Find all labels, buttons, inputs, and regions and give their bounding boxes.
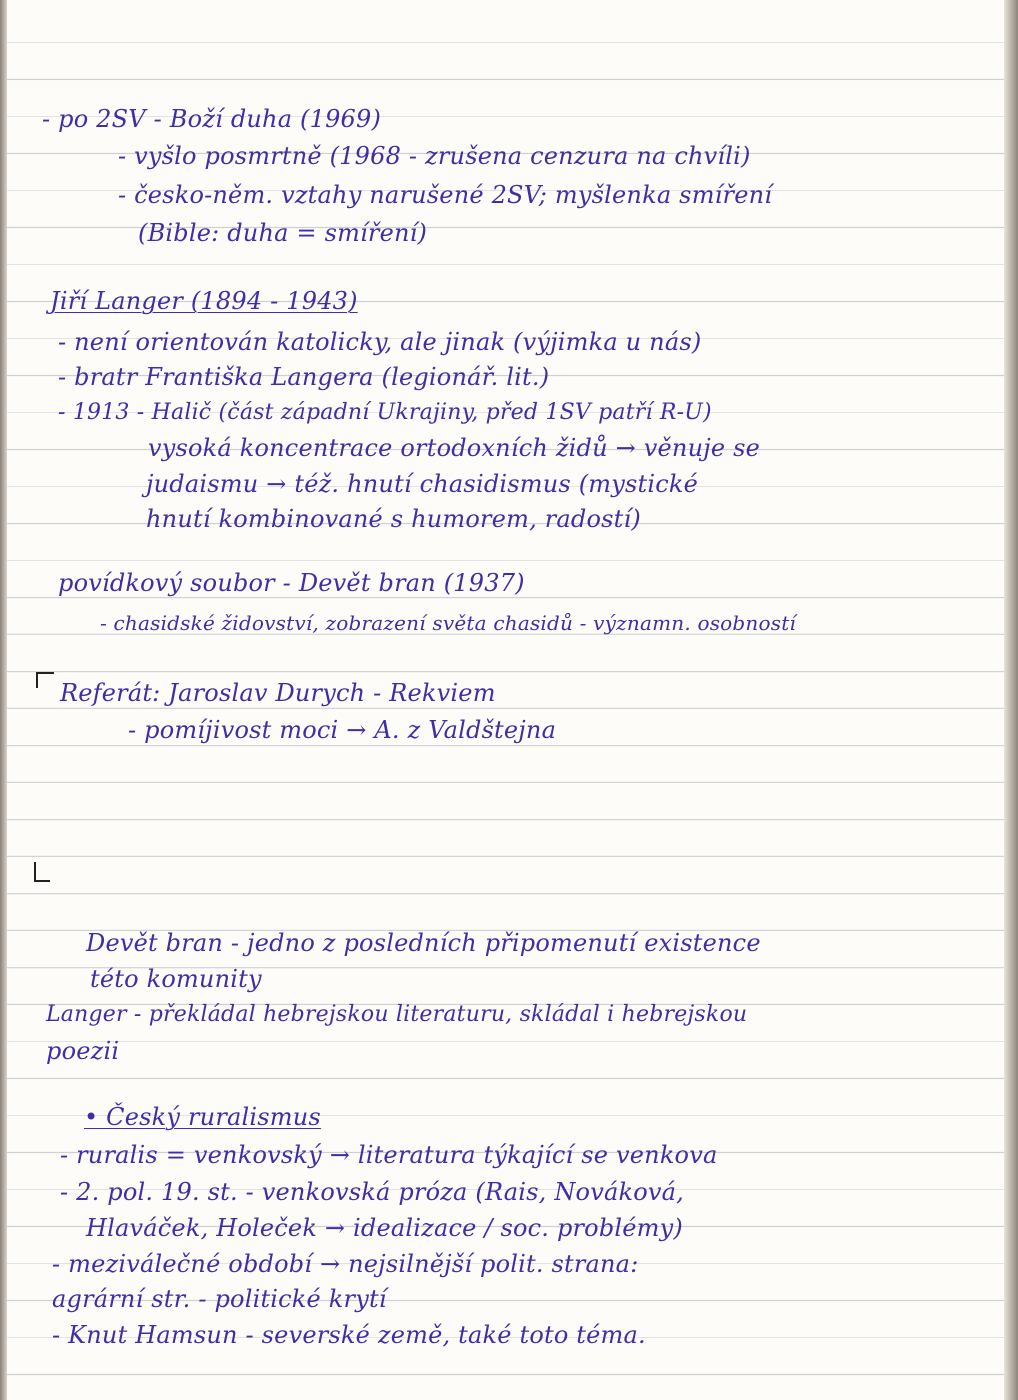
section-heading: • Český ruralismus <box>84 1103 321 1131</box>
note-line: - 2. pol. 19. st. - venkovská próza (Rais, Nováková, <box>60 1178 684 1206</box>
note-line: - vyšlo posmrtně (1968 - zrušena cenzura na chvíli) <box>118 142 751 170</box>
margin-bracket-mark <box>34 862 50 882</box>
page-binding-right <box>1004 0 1018 1400</box>
note-line: - po 2SV - Boží duha (1969) <box>42 105 382 133</box>
note-line: - Knut Hamsun - severské země, také toto téma. <box>52 1321 646 1349</box>
section-heading: Jiří Langer (1894 - 1943) <box>50 287 358 315</box>
note-line: - není orientován katolicky, ale jinak (výjimka u nás) <box>58 328 702 356</box>
note-line: (Bible: duha = smíření) <box>138 219 428 247</box>
note-line: poezii <box>46 1037 120 1065</box>
note-line: - chasidské židovství, zobrazení světa chasidů - významn. osobností <box>100 611 797 635</box>
note-line: povídkový soubor - Devět bran (1937) <box>58 569 525 597</box>
note-line: Langer - překládal hebrejskou literaturu, skládal i hebrejskou <box>46 1002 748 1027</box>
note-line: judaismu → též. hnutí chasidismus (mystické <box>146 470 699 498</box>
note-line: - meziválečné období → nejsilnější polit. strana: <box>52 1250 639 1278</box>
note-line: Devět bran - jedno z posledních připomenutí existence <box>86 929 761 957</box>
page-binding-left <box>0 0 7 1400</box>
note-line: - bratr Františka Langera (legionář. lit.) <box>58 363 550 391</box>
note-line: - ruralis = venkovský → literatura týkající se venkova <box>60 1141 718 1169</box>
note-line: - 1913 - Halič (část západní Ukrajiny, před 1SV patří R-U) <box>58 400 712 425</box>
note-line: vysoká koncentrace ortodoxních židů → věnuje se <box>148 434 761 462</box>
note-line: - česko-něm. vztahy narušené 2SV; myšlenka smíření <box>118 181 773 209</box>
note-line: této komunity <box>90 965 262 993</box>
note-line: - pomíjivost moci → A. z Valdštejna <box>128 716 557 744</box>
note-line: hnutí kombinované s humorem, radostí) <box>146 505 641 533</box>
note-line: Hlaváček, Holeček → idealizace / soc. problémy) <box>86 1214 683 1242</box>
note-line: agrární str. - politické krytí <box>52 1285 387 1313</box>
note-line: Referát: Jaroslav Durych - Rekviem <box>60 679 496 707</box>
margin-bracket-mark <box>36 672 54 688</box>
